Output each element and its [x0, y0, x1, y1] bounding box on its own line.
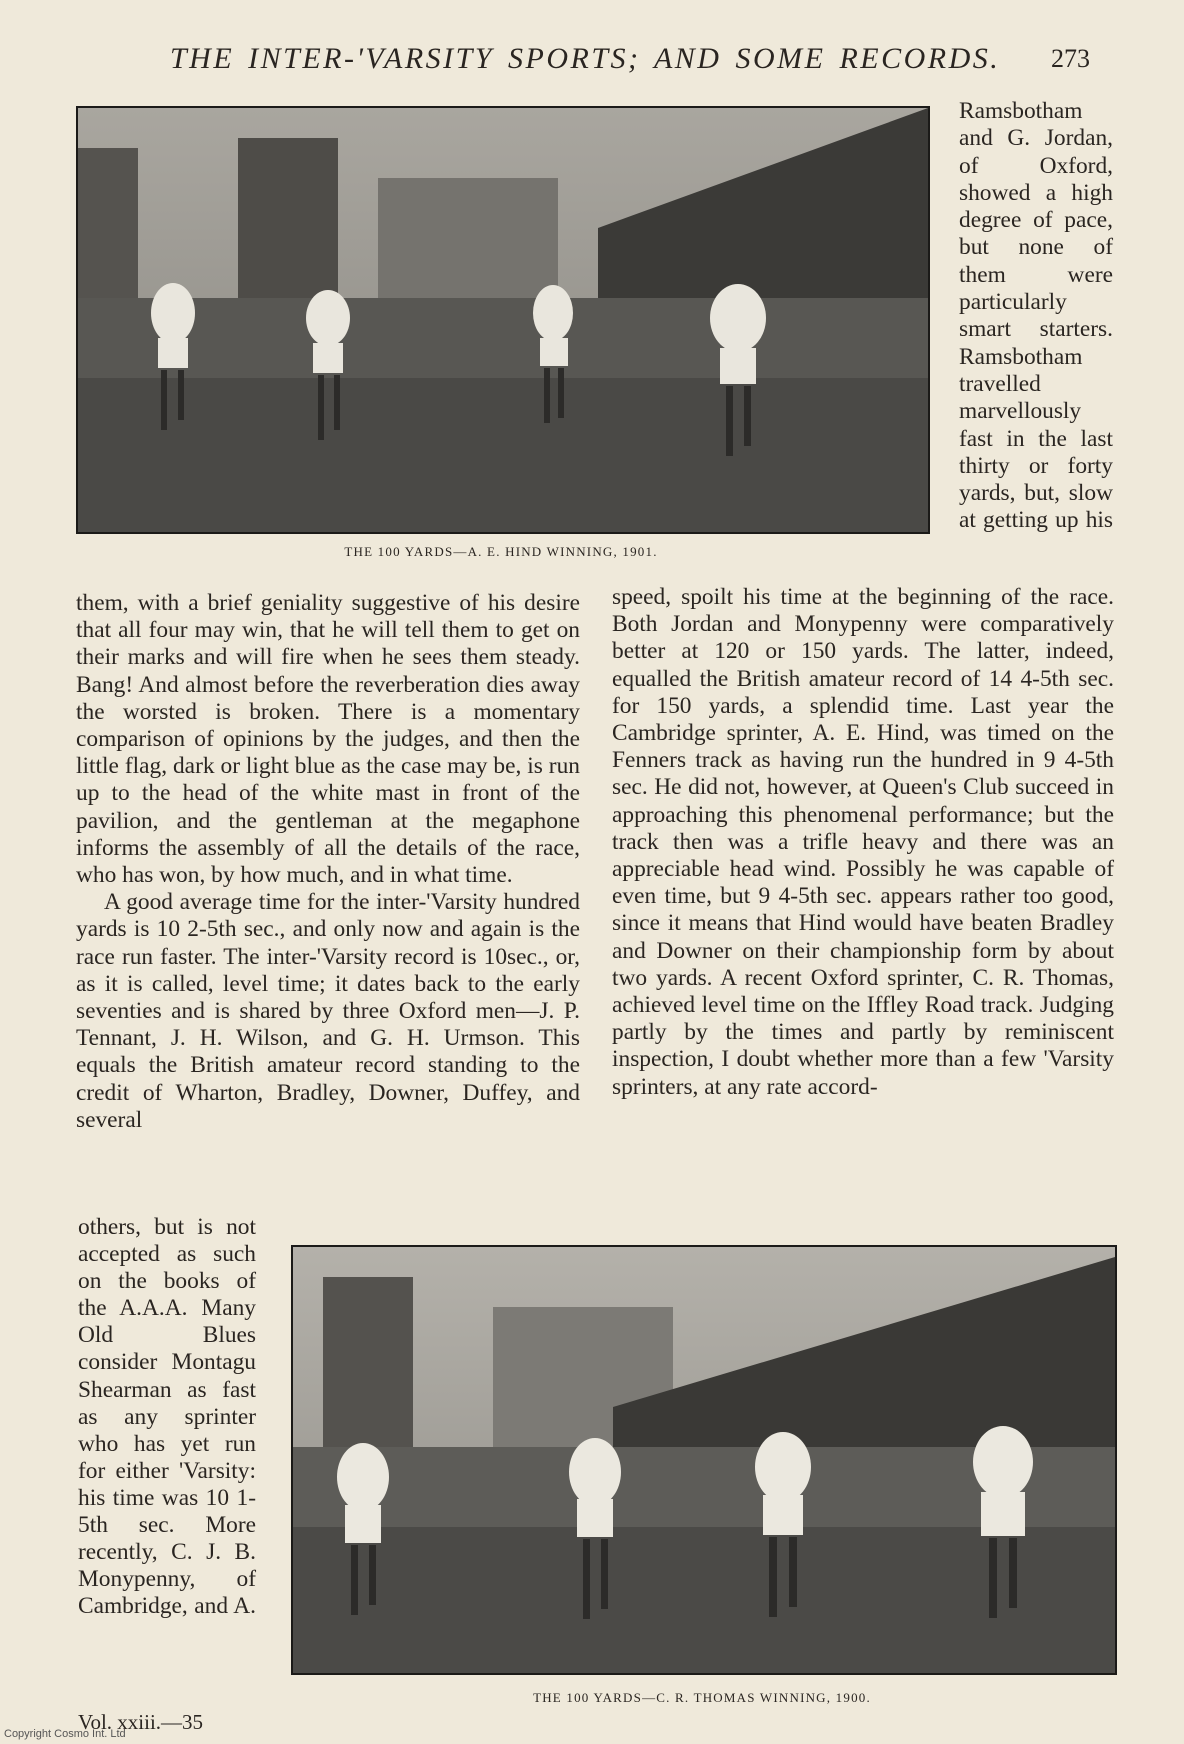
caption-photo-2: THE 100 YARDS—C. R. THOMAS WINNING, 1900. [533, 1690, 871, 1705]
paragraph-1: them, with a brief geniality suggestive of his desire that all four may win, that he will tell them to get on their marks and will fire when he sees them steady. Bang! And almost before the reverberation dies away the worsted is broken. There is a momentary comparison of opinions by the judges, and then the little flag, dark or light blue as the case may be, is run up to the head of the white mast in front of the pavilion, and the gentleman at the megaphone informs the assembly of all the details of the race, who has won, by how much, and in what time. [76, 590, 580, 889]
text-right-narrow: Ramsbotham and G. Jordan, of Oxford, showed a high degree of pace, but none of them were particularly smart starters. Ramsbotham travelled marvellously fast in the last thirty or forty yards, but, slow at getting up his [959, 98, 1113, 534]
running-header [150, 38, 1090, 78]
copyright-notice: Copyright Cosmo Int. Ltd [4, 1728, 126, 1740]
text-left-narrow: others, but is not accepted as such on the books of the A.A.A. Many Old Blues consider Montagu Shearman as fast as any sprinter who has yet run for either 'Varsity: his time was 10 1-5th sec. More recently, C. J. B. Monypenny, of Cambridge, and A. [78, 1214, 256, 1620]
race-photo-illustration-2 [293, 1247, 1115, 1673]
volume-number: Vol. xxiii.—35 [78, 1710, 204, 1734]
paragraph-2: A good average time for the inter-'Varsity hundred yards is 10 2-5th sec., and only now and again is the race run faster. The inter-'Varsity record is 10sec., or, as it is called, level time; it dates back to the early seventies and is shared by three Oxford men—J. P. Tennant, J. H. Wilson, and G. H. Urmson. This equals the British amateur record standing to the credit of Wharton, Bradley, Downer, Duffey, and several [76, 889, 580, 1133]
caption-photo-1: THE 100 YARDS—A. E. HIND WINNING, 1901. [344, 544, 658, 559]
photo-100-yards-1900 [291, 1245, 1117, 1675]
race-photo-illustration [78, 108, 928, 532]
page-number: 273 [1051, 44, 1090, 73]
running-title: THE INTER-'VARSITY SPORTS; AND SOME RECORDS. [170, 42, 1001, 75]
text-left-column [76, 590, 580, 1134]
photo-100-yards-1901 [76, 106, 930, 534]
text-right-column: speed, spoilt his time at the beginning of the race. Both Jordan and Monypenny were comparatively better at 120 or 150 yards. The latter, indeed, equalled the British amateur record of 14 4-5th sec. for 150 yards, a splendid time. Last year the Cambridge sprinter, A. E. Hind, was timed on the Fenners track as having run the hundred in 9 4-5th sec. He did not, however, at Queen's Club succeed in approaching this phenomenal performance; but the track then was a trifle heavy and there was an appreciable head wind. Possibly he was capable of even time, but 9 4-5th sec. appears rather too good, since it means that Hind would have beaten Bradley and Downer on their championship form by about two yards. A recent Oxford sprinter, C. R. Thomas, achieved level time on the Iffley Road track. Judging partly by the times and partly by reminiscent inspection, I doubt whether more than a few 'Varsity sprinters, at any rate accord- [612, 584, 1114, 1100]
